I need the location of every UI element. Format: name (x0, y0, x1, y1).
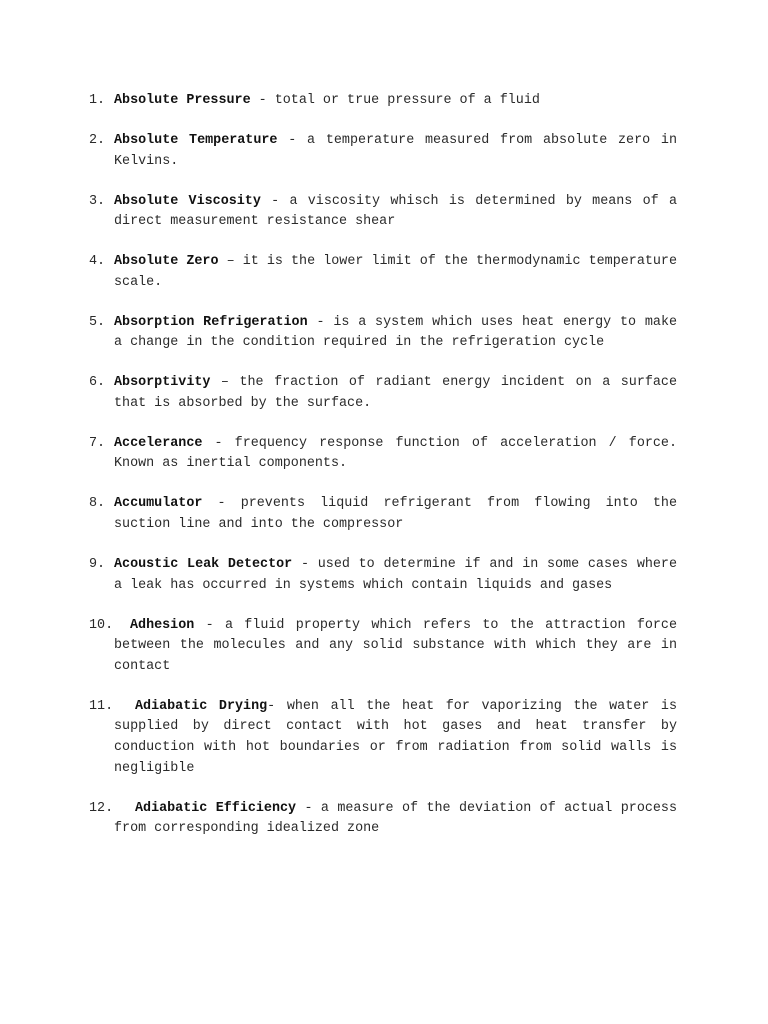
entry-number: 9. (89, 557, 106, 573)
glossary-entry (89, 131, 677, 172)
entry-number: 2. (89, 132, 106, 148)
entry-term: Absolute Viscosity (114, 193, 261, 209)
entry-separator: – (210, 375, 240, 391)
glossary-list (89, 91, 677, 859)
entry-term: Absolute Temperature (114, 132, 278, 148)
entry-number: 5. (89, 314, 106, 330)
glossary-entry (89, 434, 677, 475)
entry-definition: when all the heat for vaporizing the water is supplied by direct contact with hot gases and heat transfer by conduction with hot boundaries or from radiation from solid walls is negligible (114, 698, 678, 776)
entry-number: 11. (89, 698, 114, 714)
entry-number: 12. (89, 800, 114, 816)
entry-term: Adiabatic Drying (135, 698, 268, 714)
entry-separator: - (250, 93, 275, 108)
glossary-entry (89, 252, 677, 293)
entry-definition: is a system which uses heat energy to make a change in the condition required in the refrigeration cycle (114, 314, 678, 351)
entry-term: Accelerance (114, 435, 203, 451)
entry-definition: the fraction of radiant energy incident on a surface that is absorbed by the surface. (114, 375, 677, 411)
glossary-entry (89, 697, 677, 779)
entry-term: Adhesion (130, 617, 195, 633)
entry-separator: - (307, 314, 334, 330)
glossary-entry (89, 313, 677, 354)
entry-number: 4. (89, 254, 106, 270)
entry-definition: frequency response function of acceleration / force. Known as inertial components. (114, 435, 677, 472)
entry-separator: - (260, 193, 290, 209)
entry-term: Absorption Refrigeration (114, 314, 308, 330)
entry-term: Absolute Pressure (114, 93, 251, 108)
entry-number: 6. (89, 375, 106, 391)
entry-term: Absolute Zero (114, 254, 219, 270)
entry-separator: - (202, 496, 241, 512)
entry-number: 3. (89, 193, 106, 209)
entry-separator: - (296, 800, 321, 816)
entry-definition: a viscosity whisch is determined by means of a direct measurement resistance shear (114, 193, 677, 230)
glossary-entry (89, 799, 677, 840)
entry-definition: prevents liquid refrigerant from flowing into the suction line and into the compressor (114, 496, 678, 533)
glossary-entry (89, 494, 677, 535)
entry-term: Adiabatic Efficiency (135, 800, 297, 816)
entry-definition: it is the lower limit of the thermodynamic temperature scale. (114, 254, 677, 290)
entry-term: Accumulator (114, 496, 203, 512)
entry-term: Acoustic Leak Detector (114, 557, 293, 573)
entry-number: 8. (89, 496, 106, 512)
entry-definition: a fluid property which refers to the attraction force between the molecules and any solid substance with which they are in contact (114, 617, 677, 674)
entry-separator: - (194, 617, 225, 633)
glossary-entry (89, 373, 677, 414)
entry-separator: - (292, 557, 318, 573)
glossary-entry (89, 616, 677, 678)
entry-term: Absorptivity (114, 375, 211, 391)
glossary-entry (89, 555, 677, 596)
entry-separator: - (277, 132, 308, 148)
entry-definition: a measure of the deviation of actual process from corresponding idealized zone (114, 800, 677, 837)
entry-number: 1. (89, 93, 106, 108)
entry-definition: used to determine if and in some cases where a leak has occurred in systems which contain liquids and gases (114, 557, 677, 593)
entry-separator: – (218, 254, 243, 270)
entry-definition: total or true pressure of a fluid (274, 93, 540, 108)
entry-separator: - (267, 698, 287, 714)
entry-separator: - (202, 435, 235, 451)
entry-number: 10. (89, 617, 114, 633)
glossary-entry (89, 91, 677, 112)
glossary-entry (89, 192, 677, 233)
entry-definition: a temperature measured from absolute zero in Kelvins. (114, 132, 677, 169)
entry-number: 7. (89, 435, 106, 451)
